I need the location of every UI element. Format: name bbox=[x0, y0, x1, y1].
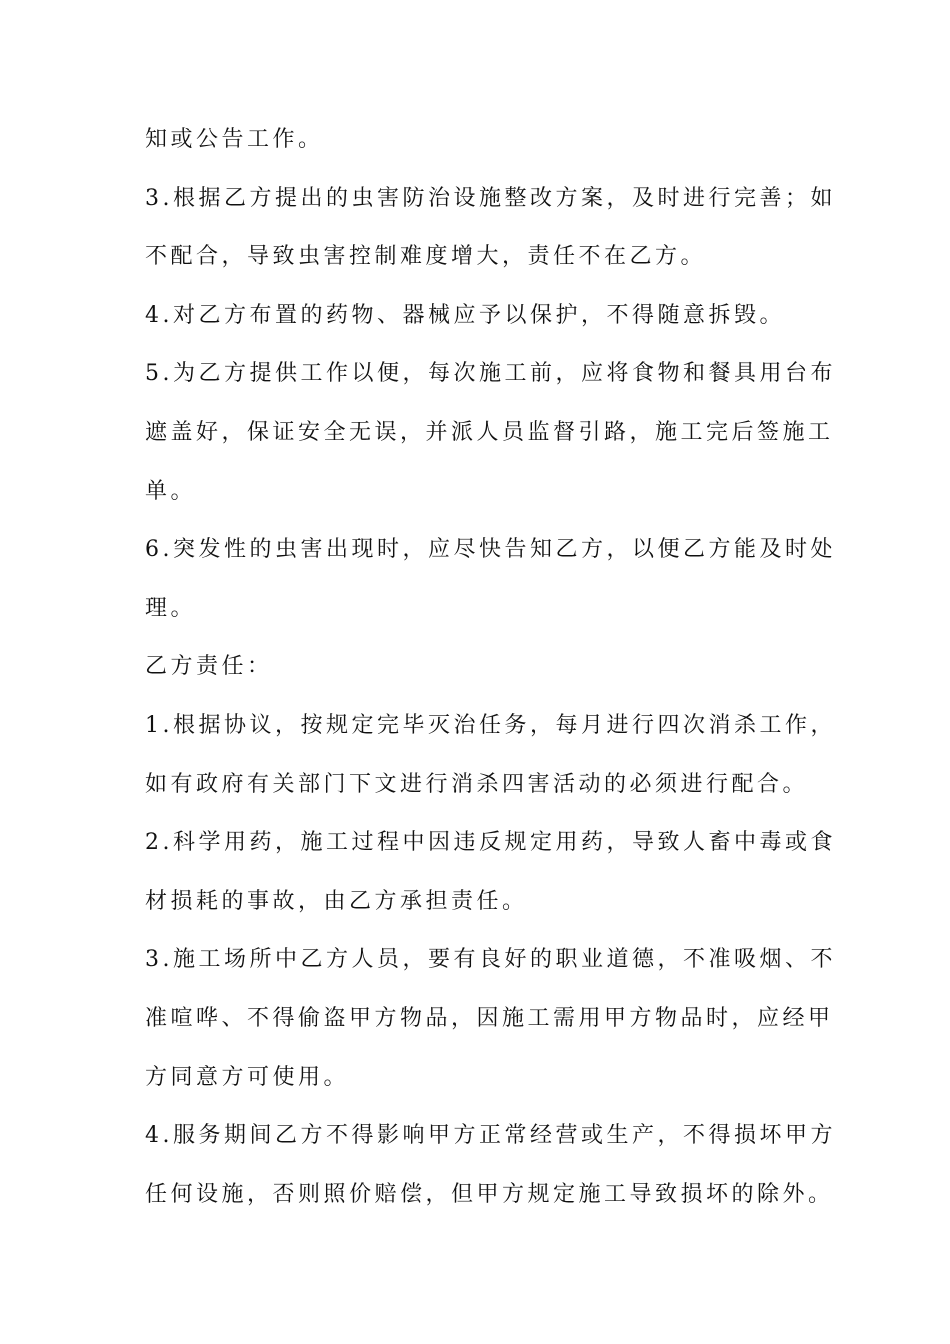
text-line: 6.突发性的虫害出现时，应尽快告知乙方，以便乙方能及时处 bbox=[145, 537, 836, 563]
text-line: 4.对乙方布置的药物、器械应予以保护，不得随意拆毁。 bbox=[145, 302, 785, 328]
text-line: 不配合，导致虫害控制难度增大，责任不在乙方。 bbox=[145, 244, 707, 270]
text-line: 理。 bbox=[145, 595, 197, 621]
text-line: 方同意方可使用。 bbox=[145, 1064, 350, 1090]
text-line: 4.服务期间乙方不得影响甲方正常经营或生产，不得损坏甲方 bbox=[145, 1123, 836, 1149]
text-line: 单。 bbox=[145, 478, 197, 504]
document-body bbox=[145, 111, 836, 1224]
text-line: 3.根据乙方提出的虫害防治设施整改方案，及时进行完善；如 bbox=[145, 185, 836, 211]
text-line: 5.为乙方提供工作以便，每次施工前，应将食物和餐具用台布 bbox=[145, 361, 836, 387]
text-line: 知或公告工作。 bbox=[145, 127, 324, 152]
text-line: 材损耗的事故，由乙方承担责任。 bbox=[145, 888, 528, 914]
text-line: 2.科学用药，施工过程中因违反规定用药，导致人畜中毒或食 bbox=[145, 830, 836, 856]
text-line: 任何设施，否则照价赔偿，但甲方规定施工导致损坏的除外。 bbox=[145, 1181, 834, 1207]
text-line: 3.施工场所中乙方人员，要有良好的职业道德，不准吸烟、不 bbox=[145, 947, 836, 973]
text-line: 如有政府有关部门下文进行消杀四害活动的必须进行配合。 bbox=[145, 771, 809, 797]
text-line: 1.根据协议，按规定完毕灭治任务，每月进行四次消杀工作， bbox=[145, 712, 836, 738]
text-line: 准喧哗、不得偷盗甲方物品，因施工需用甲方物品时，应经甲 bbox=[145, 1005, 834, 1031]
section-heading: 乙方责任： bbox=[145, 654, 273, 680]
text-line: 遮盖好，保证安全无误，并派人员监督引路，施工完后签施工 bbox=[145, 419, 834, 445]
